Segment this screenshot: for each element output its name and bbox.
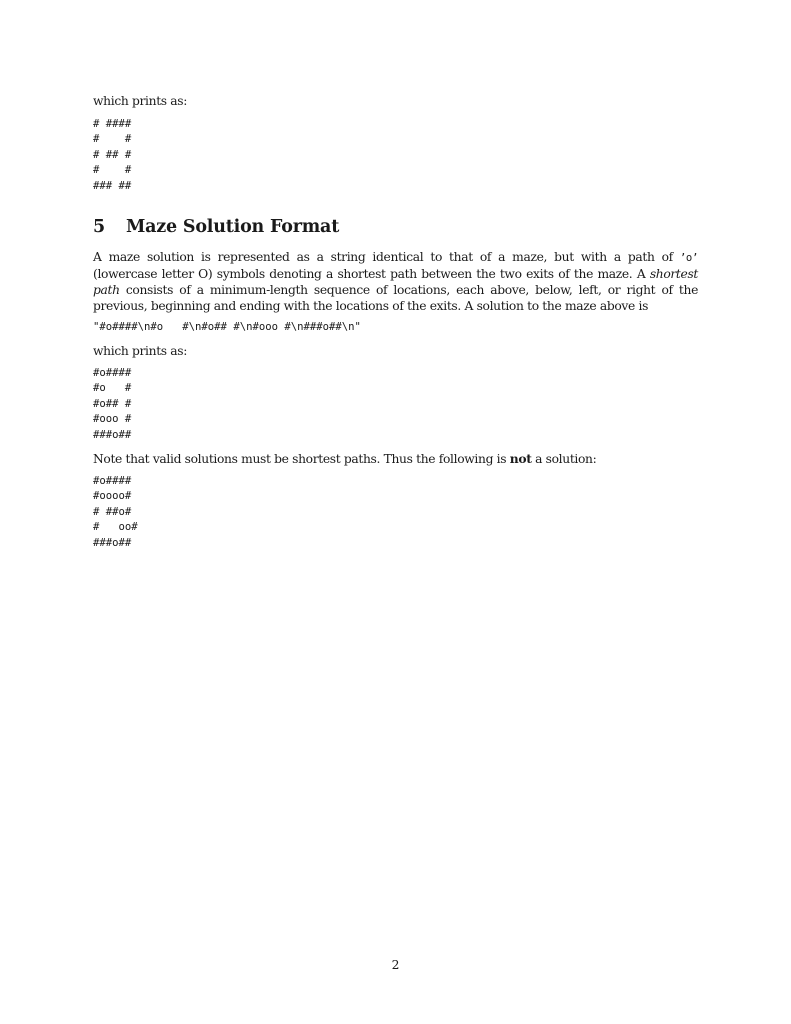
code-line: #oooo# bbox=[93, 490, 132, 503]
note-text bbox=[93, 451, 698, 467]
solution-format-paragraph bbox=[93, 249, 698, 314]
code-line: # #### bbox=[93, 118, 132, 130]
note-part: a solution: bbox=[531, 452, 597, 466]
intro-text: which prints as: bbox=[93, 94, 188, 108]
non-solution-example-code bbox=[93, 474, 138, 551]
inline-code: ’o’ bbox=[679, 252, 698, 264]
code-line: #o## # bbox=[93, 397, 132, 410]
code-line: #o#### bbox=[93, 475, 132, 487]
paragraph-text: consists of a minimum-length sequence of locations, each above, below, left, or right of the previous, beginning and ending with the locations of the exits. A solution to the maze above is bbox=[93, 283, 698, 313]
code-line: # ## # bbox=[93, 148, 132, 161]
code-line: ### ## bbox=[93, 179, 132, 192]
code-line: #o#### bbox=[93, 367, 132, 379]
code-line: # # bbox=[93, 133, 132, 146]
section-number: 5 bbox=[93, 217, 105, 237]
code-line: # ##o# bbox=[93, 505, 132, 518]
note-part: Note that valid solutions must be shortest paths. Thus the following is bbox=[93, 452, 510, 466]
section-title: Maze Solution Format bbox=[126, 217, 340, 237]
page-number: 2 bbox=[391, 958, 400, 972]
prints-as-text: which prints as: bbox=[93, 344, 188, 358]
code-line: #o # bbox=[93, 382, 132, 395]
code-line: ###o## bbox=[93, 428, 132, 441]
maze-example-code bbox=[93, 117, 131, 194]
section-heading bbox=[93, 215, 339, 239]
emphasized-term: shortest path bbox=[93, 267, 698, 297]
paragraph-text: A maze solution is represented as a string identical to that of a maze, but with a path of bbox=[93, 250, 680, 264]
code-line: # # bbox=[93, 164, 132, 177]
solution-string-code: "#o####\n#o #\n#o## #\n#ooo #\n###o##\n" bbox=[93, 321, 361, 333]
code-line: ###o## bbox=[93, 536, 132, 549]
solution-example-code bbox=[93, 366, 131, 443]
code-line: #ooo # bbox=[93, 413, 132, 426]
note-bold: not bbox=[509, 451, 532, 466]
code-line: # oo# bbox=[93, 521, 138, 534]
paragraph-text: (lowercase letter O) symbols denoting a shortest path between the two exits of the maze. A bbox=[93, 267, 650, 281]
